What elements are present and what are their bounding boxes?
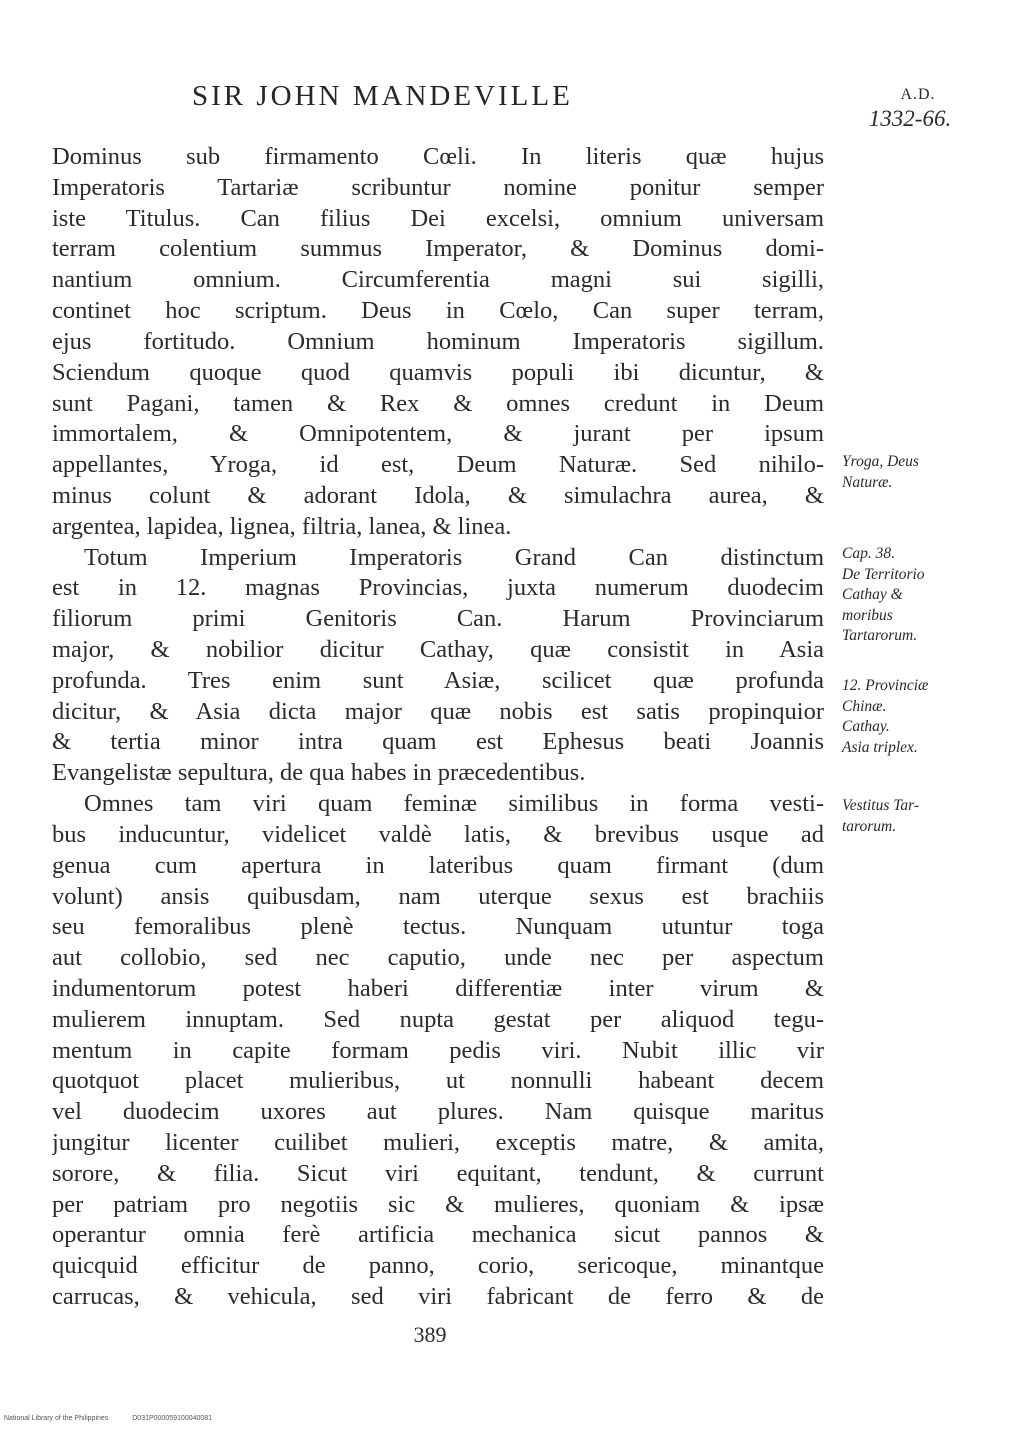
text-line: sunt Pagani, tamen & Rex & omnes credunt in Deum xyxy=(52,389,824,417)
text-line: appellantes, Yroga, id est, Deum Naturæ. Sed nihilo- xyxy=(52,451,824,479)
text-line: carrucas, & vehicula, sed viri fabricant de ferro & de xyxy=(52,1283,824,1311)
text-line: bus inducuntur, videlicet valdè latis, & brevibus usque ad xyxy=(52,820,824,848)
margin-note-line: Cathay. xyxy=(842,718,890,735)
text-line: aut collobio, sed nec caputio, unde nec per aspectum xyxy=(52,944,824,972)
text-line: per patriam pro negotiis sic & mulieres, quoniam & ipsæ xyxy=(52,1190,824,1218)
text-line: jungitur licenter cuilibet mulieri, exceptis matre, & amita, xyxy=(52,1129,824,1156)
text-line: Omnes tam viri quam feminæ similibus in forma vesti- xyxy=(84,790,824,818)
text-line: continet hoc scriptum. Deus in Cœlo, Can super terram, xyxy=(52,297,824,325)
text-line: major, & nobilior dicitur Cathay, quæ consistit in Asia xyxy=(52,636,824,663)
margin-note-line: Cap. 38. xyxy=(842,545,895,562)
text-line: quicquid efficitur de panno, corio, sericoque, minantque xyxy=(52,1252,824,1280)
text-line: genua cum apertura in lateribus quam firmant (dum xyxy=(52,851,824,879)
margin-note-line: tarorum. xyxy=(842,817,897,835)
margin-note-line: Naturæ. xyxy=(842,473,893,491)
page-title: SIR JOHN MANDEVILLE xyxy=(192,80,573,112)
text-line: volunt) ansis quibusdam, nam uterque sexus est brachiis xyxy=(52,882,824,910)
footer xyxy=(4,1415,504,1422)
text-line: quotquot placet mulieribus, ut nonnulli habeant decem xyxy=(52,1067,824,1095)
text-line: est in 12. magnas Provincias, juxta numerum duodecim xyxy=(52,574,824,602)
text-line: sorore, & filia. Sicut viri equitant, tendunt, & currunt xyxy=(52,1159,824,1187)
body-text xyxy=(52,142,824,1313)
margin-note-provinciae xyxy=(842,676,1010,717)
margin-note-line: Chinæ. xyxy=(842,697,887,715)
page-number: 389 xyxy=(413,1322,447,1347)
footer-library: National Library of the Philippines xyxy=(4,1415,109,1422)
text-line: immortalem, & Omnipotentem, & jurant per ipsum xyxy=(52,420,824,448)
margin-note-line: 12. Provinciæ xyxy=(842,677,929,694)
margin-note-line: Vestitus Tar- xyxy=(842,797,920,814)
footer-code: D031P000059100040081 xyxy=(132,1415,213,1422)
margin-note-line: Yroga, Deus xyxy=(842,453,919,470)
text-line: seu femoralibus plenè tectus. Nunquam utuntur toga xyxy=(52,913,824,941)
text-line: Evangelistæ sepultura, de qua habes in præcedentibus. xyxy=(52,759,586,787)
text-line: operantur omnia ferè artificia mechanica sicut pannos & xyxy=(52,1221,824,1249)
text-line: vel duodecim uxores aut plures. Nam quisque maritus xyxy=(52,1098,824,1126)
text-line: filiorum primi Genitoris Can. Harum Provinciarum xyxy=(52,605,824,633)
margin-note-vestitus xyxy=(842,796,1010,837)
margin-note-line: Asia triplex. xyxy=(842,738,918,756)
margin-note-line: moribus xyxy=(842,606,893,624)
text-line: terram colentium summus Imperator, & Dominus domi- xyxy=(52,235,824,263)
text-line: mentum in capite formam pedis viri. Nubit illic vir xyxy=(52,1036,824,1064)
text-line: & tertia minor intra quam est Ephesus beati Joannis xyxy=(52,728,824,756)
date-years: 1332-66. xyxy=(868,106,952,131)
text-line: nantium omnium. Circumferentia magni sui sigilli, xyxy=(52,266,824,294)
date-label: A.D. xyxy=(900,86,936,103)
text-line: indumentorum potest haberi differentiæ inter virum & xyxy=(52,974,824,1002)
text-line: dicitur, & Asia dicta major quæ nobis est satis propinquior xyxy=(52,697,824,725)
margin-note-yroga xyxy=(842,452,1010,493)
text-line: ejus fortitudo. Omnium hominum Imperatoris sigillum. xyxy=(52,327,824,355)
text-line: Imperatoris Tartariæ scribuntur nomine ponitur semper xyxy=(52,173,824,201)
text-line: argentea, lapidea, lignea, filtria, lanea, & linea. xyxy=(52,512,512,540)
text-line: Dominus sub firmamento Cœli. In literis quæ hujus xyxy=(52,143,824,170)
margin-note-line: Tartarorum. xyxy=(842,627,918,644)
text-line: Totum Imperium Imperatoris Grand Can distinctum xyxy=(84,543,824,571)
text-line: mulierem innuptam. Sed nupta gestat per aliquod tegu- xyxy=(52,1005,824,1033)
text-line: minus colunt & adorant Idola, & simulachra aurea, & xyxy=(52,481,824,509)
margin-note-chapter xyxy=(842,544,1010,647)
margin-note-line: Cathay & xyxy=(842,586,903,603)
text-line: iste Titulus. Can filius Dei excelsi, omnium universam xyxy=(52,204,824,232)
text-line: Sciendum quoque quod quamvis populi ibi dicuntur, & xyxy=(52,358,824,386)
margin-note-line: De Territorio xyxy=(842,565,925,583)
text-line: profunda. Tres enim sunt Asiæ, scilicet quæ profunda xyxy=(52,666,824,694)
margin-note-asia xyxy=(842,717,1010,758)
